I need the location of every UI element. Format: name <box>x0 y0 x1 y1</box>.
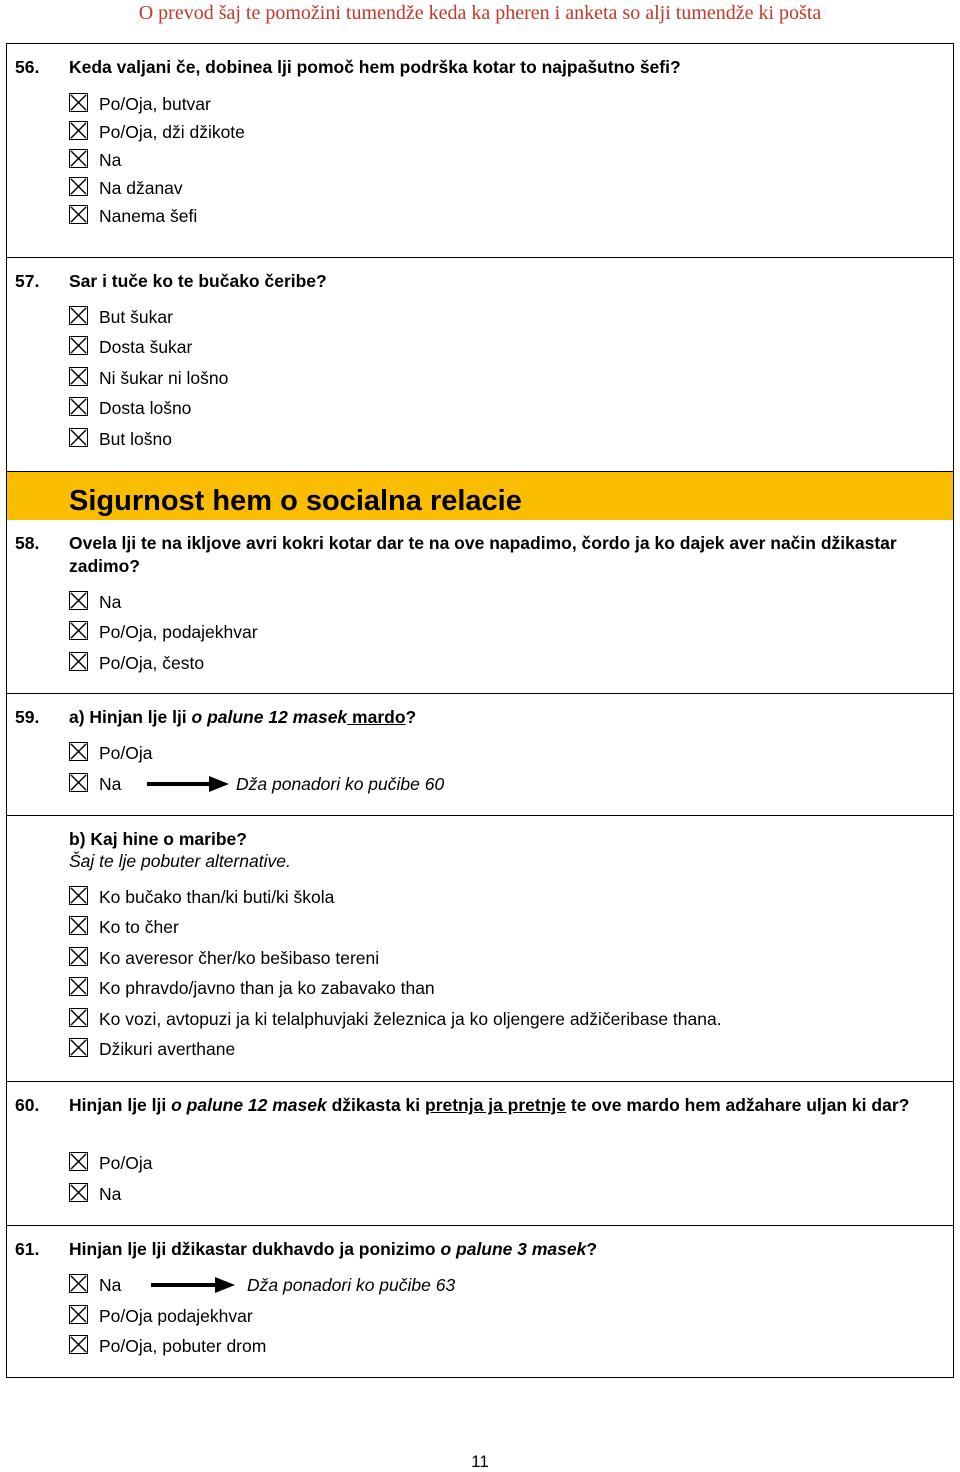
question-59a-section: 59. a) Hinjan lje lji o palune 12 masek mardo? Po/Oja Na Dža ponadori ko pučibe 60 <box>6 694 954 816</box>
checkbox-crossed-icon[interactable] <box>69 93 88 112</box>
checkbox-crossed-icon[interactable] <box>69 886 88 905</box>
question-number: 60. <box>15 1095 40 1115</box>
question-60-section: 60. Hinjan lje lji o palune 12 masek džikasta ki pretnja ja pretnje te ove mardo hem adžahare uljan ki dar? Po/Oja Na <box>6 1082 954 1226</box>
skip-instruction: Dža ponadori ko pučibe 60 <box>236 774 445 794</box>
question-58-section: 58. Ovela lji te na ikljove avri kokri kotar dar te na ove napadimo, čordo ja ko dajek aver način džikastar zadimo? Na Po/Oja, podajekhvar Po/Oja, često <box>6 520 954 694</box>
question-text: Hinjan lje lji o palune 12 masek džikasta ki pretnja ja pretnje te ove mardo hem adžahare uljan ki dar? <box>69 1095 910 1115</box>
question-text: Ovela lji te na ikljove avri kokri kotar dar te na ove napadimo, čordo ja ko dajek aver način džikastar zadimo? <box>69 533 897 576</box>
question-56-section: 56. Keda valjani če, dobinea lji pomoč hem podrška kotar to najpašutno šefi? Po/Oja, butvar Po/Oja, dži džikote Na Na džanav Nanema šefi <box>6 43 954 258</box>
question-text: a) Hinjan lje lji o palune 12 masek mardo? <box>69 707 417 727</box>
checkbox-crossed-icon[interactable] <box>69 621 88 640</box>
checkbox-crossed-icon[interactable] <box>69 121 88 140</box>
question-number: 56. <box>15 57 40 77</box>
question-61-section: 61. Hinjan lje lji džikastar dukhavdo ja ponizimo o palune 3 masek? Na Po/Oja podajekhvar Po/Oja, pobuter drom Dža ponadori ko pučibe 63 <box>6 1226 954 1378</box>
checkbox-crossed-icon[interactable] <box>69 1152 88 1171</box>
page-number: 11 <box>471 1452 489 1471</box>
section-title: Sigurnost hem o socialna relacie <box>69 485 522 517</box>
checkbox-crossed-icon[interactable] <box>69 916 88 935</box>
checkbox-crossed-icon[interactable] <box>69 149 88 168</box>
checkbox-crossed-icon[interactable] <box>69 306 88 325</box>
question-text: b) Kaj hine o maribe? <box>69 829 247 849</box>
section-banner <box>6 472 954 520</box>
question-number: 58. <box>15 533 40 553</box>
checkbox-crossed-icon[interactable] <box>69 1008 88 1027</box>
checkbox-crossed-icon[interactable] <box>69 1183 88 1202</box>
arrow-right-icon <box>147 774 229 794</box>
question-subtext: Šaj te lje pobuter alternative. <box>69 851 291 871</box>
question-59b-section: b) Kaj hine o maribe? Šaj te lje pobuter alternative. Ko bučako than/ki buti/ki škola Ko to čher Ko averesor čher/ko bešibaso tereni Ko phravdo/javno than ja ko zabavako than Ko vozi, avtopuzi ja ki telalphuvjaki železnica ja ko oljengere adžičeribase thana. Džikuri averthane <box>6 816 954 1082</box>
checkbox-crossed-icon[interactable] <box>69 177 88 196</box>
question-57-section: 57. Sar i tuče ko te bučako čeribe? But šukar Dosta šukar Ni šukar ni lošno Dosta lošno But lošno <box>6 258 954 472</box>
skip-instruction: Dža ponadori ko pučibe 63 <box>247 1275 456 1295</box>
checkbox-crossed-icon[interactable] <box>69 1038 88 1057</box>
checkbox-crossed-icon[interactable] <box>69 652 88 671</box>
question-text: Sar i tuče ko te bučako čeribe? <box>69 271 327 291</box>
question-59b <box>69 828 935 851</box>
checkbox-crossed-icon[interactable] <box>69 397 88 416</box>
question-number: 59. <box>15 707 40 727</box>
checkbox-crossed-icon[interactable] <box>69 1274 88 1293</box>
arrow-right-icon <box>151 1275 235 1295</box>
checkbox-crossed-icon[interactable] <box>69 773 88 792</box>
checkbox-crossed-icon[interactable] <box>69 367 88 386</box>
checkbox-crossed-icon[interactable] <box>69 205 88 224</box>
checkbox-crossed-icon[interactable] <box>69 947 88 966</box>
checkbox-crossed-icon[interactable] <box>69 1335 88 1354</box>
question-text: Keda valjani če, dobinea lji pomoč hem podrška kotar to najpašutno šefi? <box>69 57 681 77</box>
checkbox-crossed-icon[interactable] <box>69 428 88 447</box>
checkbox-crossed-icon[interactable] <box>69 977 88 996</box>
checkbox-crossed-icon[interactable] <box>69 742 88 761</box>
question-number: 61. <box>15 1239 40 1259</box>
checkbox-crossed-icon[interactable] <box>69 591 88 610</box>
question-text: Hinjan lje lji džikastar dukhavdo ja ponizimo o palune 3 masek? <box>69 1239 598 1259</box>
page-header: O prevod šaj te pomožini tumendže keda ka pheren i anketa so alji tumendže ki pošta <box>138 2 822 24</box>
checkbox-crossed-icon[interactable] <box>69 336 88 355</box>
question-number: 57. <box>15 271 40 291</box>
checkbox-crossed-icon[interactable] <box>69 1305 88 1324</box>
